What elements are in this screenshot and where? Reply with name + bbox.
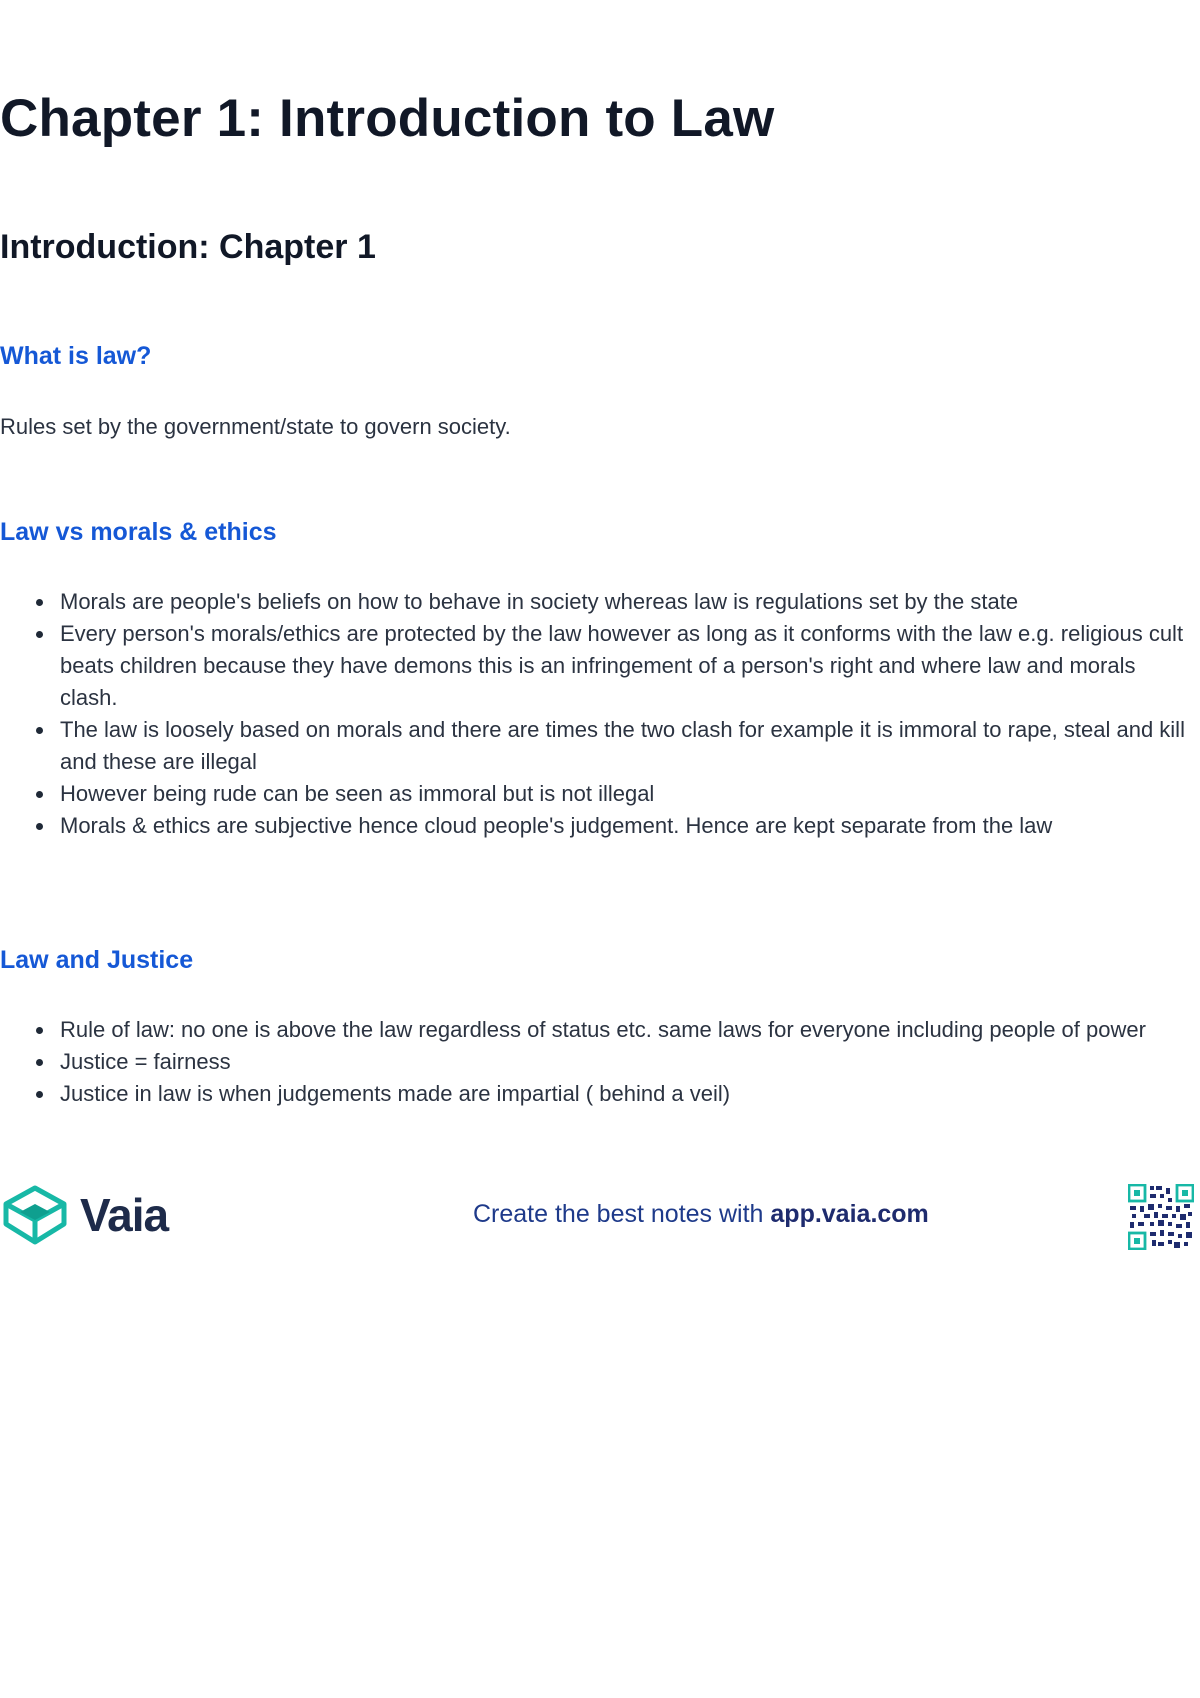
- section-heading-what-is-law: What is law?: [0, 342, 152, 370]
- list-item: Justice in law is when judgements made are impartial ( behind a veil): [60, 1078, 1195, 1110]
- cta-text: [473, 1200, 929, 1229]
- section-heading-law-vs-morals: Law vs morals & ethics: [0, 518, 277, 546]
- bullet-list-law-vs-morals: [0, 586, 1195, 842]
- list-item: However being rude can be seen as immoral but is not illegal: [60, 778, 1195, 810]
- qr-code-icon: [1128, 1184, 1194, 1250]
- document-subtitle: Introduction: Chapter 1: [0, 228, 376, 266]
- cta-prefix: Create the best notes with: [473, 1200, 771, 1228]
- list-item: Justice = fairness: [60, 1046, 1195, 1078]
- cta-link[interactable]: app.vaia.com: [770, 1200, 929, 1228]
- vaia-logo-icon: [0, 1184, 70, 1248]
- section-paragraph: Rules set by the government/state to govern society.: [0, 414, 511, 439]
- list-item: Every person's morals/ethics are protected by the law however as long as it conforms with the law e.g. religious cult beats children because they have demons this is an infringement of a person's right and where law and morals clash.: [60, 618, 1195, 714]
- document-title: Chapter 1: Introduction to Law: [0, 89, 775, 148]
- bullet-list-law-and-justice: [0, 1014, 1195, 1110]
- footer-banner: [0, 1180, 1200, 1252]
- list-item: The law is loosely based on morals and there are times the two clash for example it is immoral to rape, steal and kill and these are illegal: [60, 714, 1195, 778]
- section-heading-law-and-justice: Law and Justice: [0, 946, 194, 974]
- list-item: Morals are people's beliefs on how to behave in society whereas law is regulations set by the state: [60, 586, 1195, 618]
- list-item: Rule of law: no one is above the law regardless of status etc. same laws for everyone including people of power: [60, 1014, 1195, 1046]
- brand-name: Vaia: [80, 1189, 169, 1241]
- list-item: Morals & ethics are subjective hence cloud people's judgement. Hence are kept separate from the law: [60, 810, 1195, 842]
